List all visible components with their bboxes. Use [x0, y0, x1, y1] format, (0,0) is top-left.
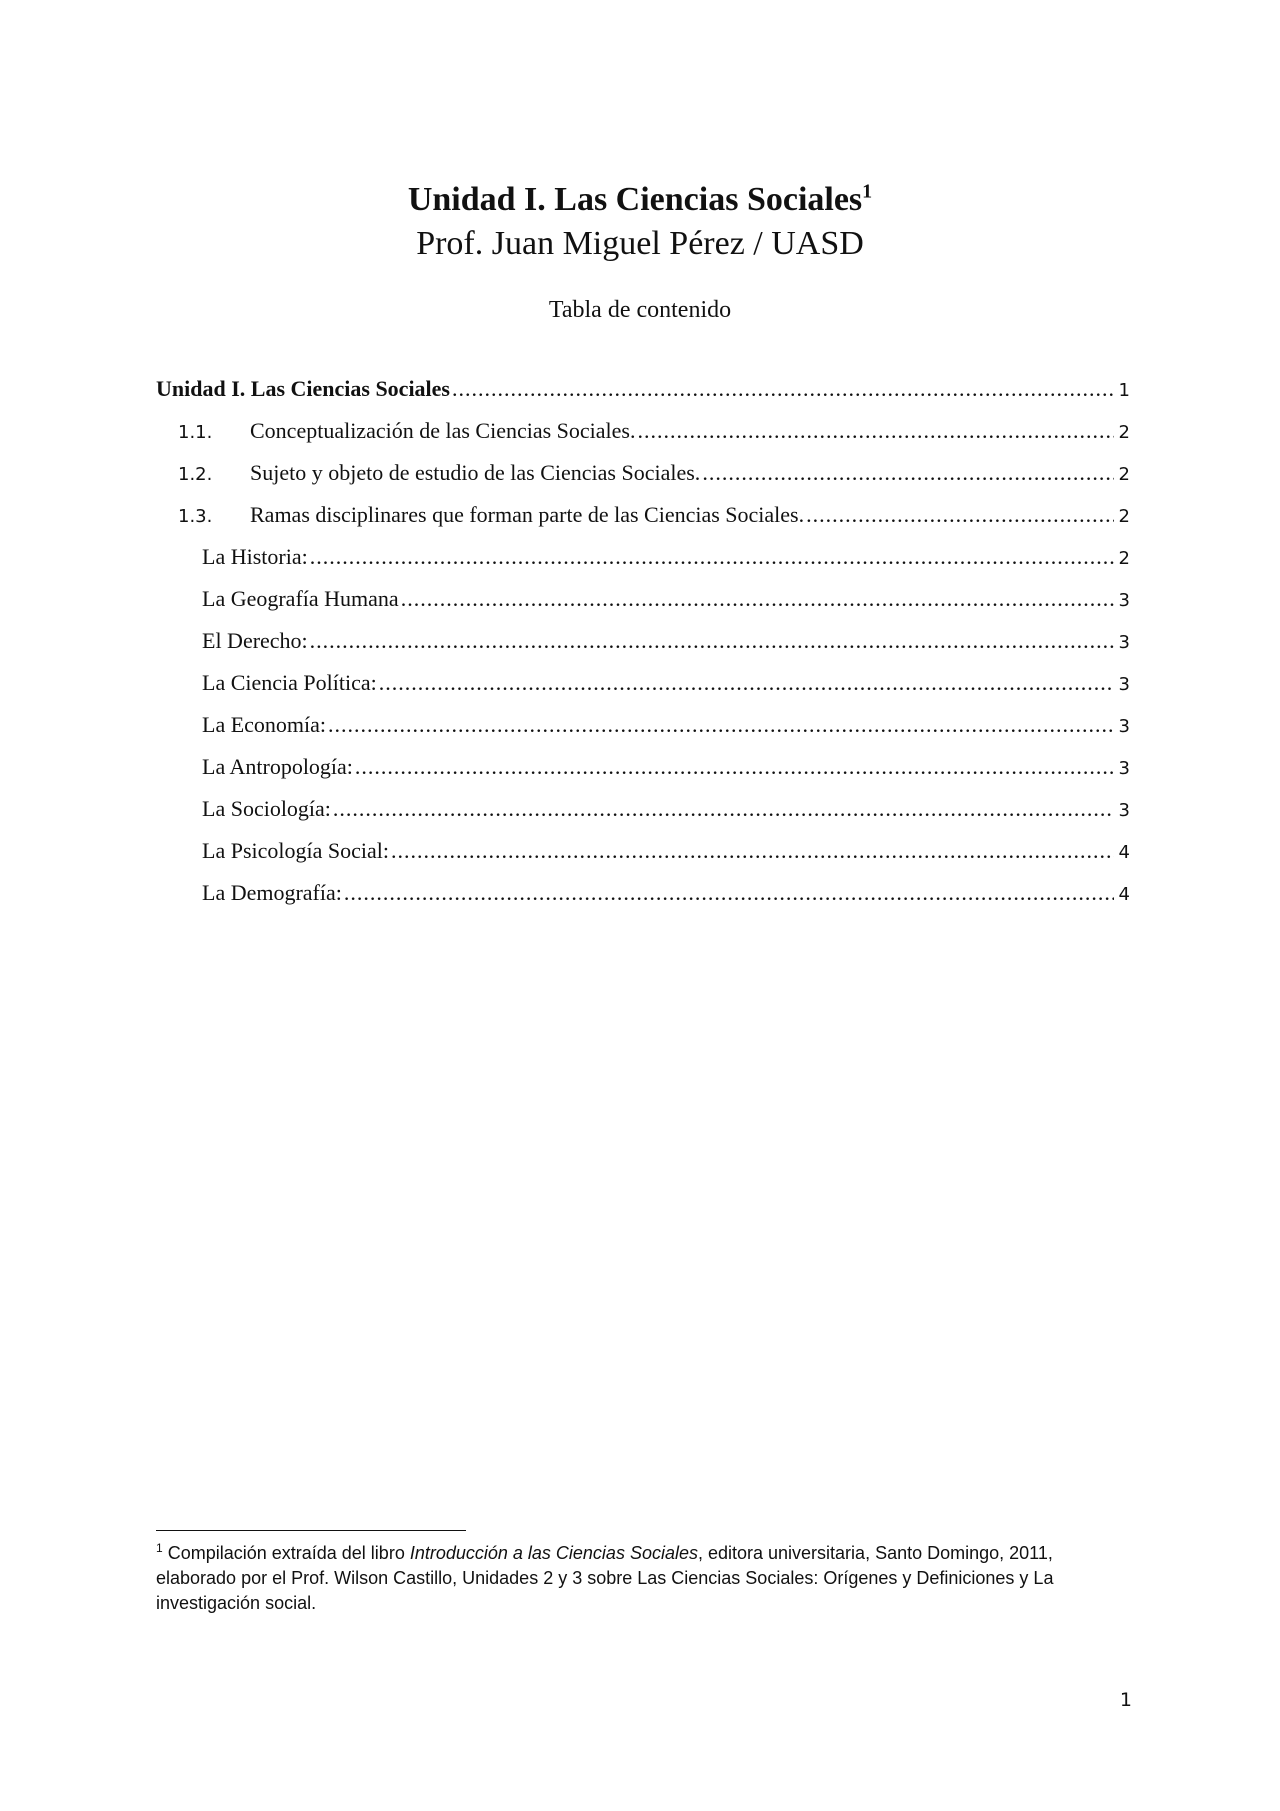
toc-entry-page: 3: [1118, 800, 1130, 821]
toc-entry-label: La Geografía Humana: [202, 586, 399, 611]
document-title-text: Unidad I. Las Ciencias Sociales: [407, 181, 863, 218]
footnote-text-after: , editora universitaria, Santo Domingo, 2011, elaborado por el Prof. Wilson Castillo, Unidades 2 y 3 sobre Las Ciencias Sociales: Orígenes y Definiciones y La investigación social.: [156, 1543, 1054, 1613]
table-of-contents: [156, 373, 1130, 919]
toc-dot-leader: [310, 541, 1114, 573]
toc-dot-leader: [355, 751, 1114, 783]
toc-dot-leader: [806, 499, 1114, 531]
title-block: [0, 178, 1280, 266]
toc-entry[interactable]: [156, 541, 1130, 583]
toc-entry[interactable]: [156, 457, 1130, 499]
toc-entry-page: 2: [1118, 548, 1130, 569]
toc-entry-label: La Demografía:: [202, 880, 342, 905]
toc-entry-label: La Antropología:: [202, 754, 353, 779]
toc-entry[interactable]: [156, 709, 1130, 751]
toc-entry-page: 3: [1118, 716, 1130, 737]
toc-entry-page: 1: [1118, 380, 1130, 401]
toc-entry-number: 1.2.: [178, 464, 213, 485]
toc-entry-number: 1.3.: [178, 506, 213, 527]
toc-dot-leader: [344, 877, 1114, 909]
document-title: [0, 178, 1280, 222]
footnote: [156, 1541, 1136, 1616]
toc-entry[interactable]: [156, 877, 1130, 919]
toc-entry-page: 3: [1118, 674, 1130, 695]
toc-entry-page: 3: [1118, 758, 1130, 779]
toc-dot-leader: [310, 625, 1114, 657]
toc-entry-label: Sujeto y objeto de estudio de las Ciencias Sociales.: [250, 460, 701, 485]
toc-entry-page: 3: [1118, 590, 1130, 611]
toc-dot-leader: [328, 709, 1114, 741]
toc-entry[interactable]: [156, 751, 1130, 793]
toc-entry[interactable]: [156, 793, 1130, 835]
footnote-text-before: Compilación extraída del libro: [167, 1543, 410, 1563]
toc-entry-page: 2: [1118, 506, 1130, 527]
toc-entry-label: El Derecho:: [202, 628, 308, 653]
toc-entry-number: 1.1.: [178, 422, 213, 443]
toc-entry-label: Conceptualización de las Ciencias Sociales.: [250, 418, 636, 443]
toc-dot-leader: [333, 793, 1114, 825]
toc-entry-label: Ramas disciplinares que forman parte de las Ciencias Sociales.: [250, 502, 805, 527]
toc-entry[interactable]: [156, 415, 1130, 457]
toc-dot-leader: [452, 373, 1114, 405]
toc-dot-leader: [379, 667, 1114, 699]
toc-entry-label: La Sociología:: [202, 796, 331, 821]
footnote-book-title: Introducción a las Ciencias Sociales: [409, 1543, 698, 1563]
title-footnote-mark[interactable]: 1: [862, 180, 873, 203]
toc-dot-leader: [401, 583, 1114, 615]
toc-entry[interactable]: [156, 835, 1130, 877]
toc-entry[interactable]: [156, 667, 1130, 709]
toc-dot-leader: [702, 457, 1114, 489]
toc-entry-page: 2: [1118, 422, 1130, 443]
toc-entry-page: 4: [1118, 842, 1130, 863]
toc-dot-leader: [637, 415, 1114, 447]
footnote-mark: 1: [156, 1541, 163, 1555]
toc-entry-page: 4: [1118, 884, 1130, 905]
toc-entry-label: La Historia:: [202, 544, 308, 569]
toc-entry-label: La Ciencia Política:: [202, 670, 377, 695]
footnote-separator: [156, 1530, 466, 1531]
toc-entry[interactable]: [156, 625, 1130, 667]
page-number: 1: [1119, 1689, 1132, 1711]
toc-entry-page: 3: [1118, 632, 1130, 653]
toc-entry[interactable]: [156, 373, 1130, 415]
toc-dot-leader: [391, 835, 1114, 867]
toc-entry-page: 2: [1118, 464, 1130, 485]
document-subtitle: Prof. Juan Miguel Pérez / UASD: [416, 225, 864, 262]
toc-entry-label: Unidad I. Las Ciencias Sociales: [156, 376, 450, 401]
toc-entry[interactable]: [156, 499, 1130, 541]
toc-heading: Tabla de contenido: [548, 297, 732, 323]
toc-entry-label: La Psicología Social:: [202, 838, 389, 863]
toc-entry[interactable]: [156, 583, 1130, 625]
toc-entry-label: La Economía:: [202, 712, 327, 737]
